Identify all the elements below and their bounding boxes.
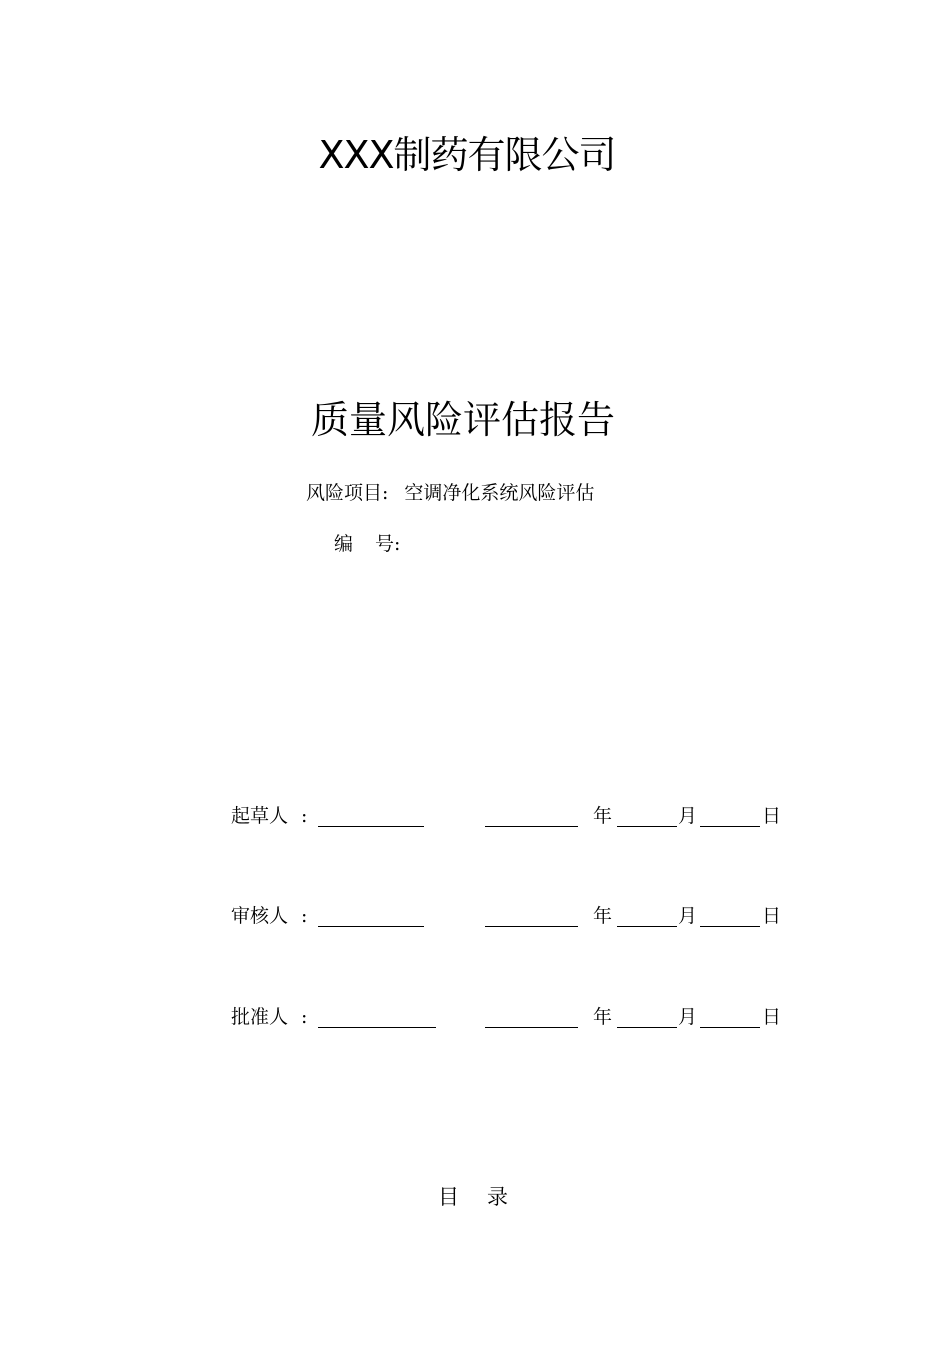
- company-name: XXX制药有限公司: [318, 133, 616, 177]
- toc-heading-right: 录: [487, 1185, 508, 1209]
- date-year-line[interactable]: [485, 1027, 578, 1028]
- date-month-label: 月: [678, 905, 698, 927]
- date-day-label: 日: [762, 905, 782, 927]
- signature-name-line[interactable]: [318, 1027, 436, 1028]
- signature-colon: :: [301, 805, 308, 827]
- date-day-line[interactable]: [700, 926, 760, 927]
- signature-name-line[interactable]: [318, 826, 424, 827]
- risk-item-label: 风险项目:: [306, 482, 389, 504]
- signature-colon: :: [301, 1006, 308, 1028]
- date-month-label: 月: [678, 805, 698, 827]
- signature-role: 起草人: [231, 805, 289, 827]
- report-title: 质量风险评估报告: [310, 398, 615, 442]
- date-day-label: 日: [762, 1006, 782, 1028]
- date-day-line[interactable]: [700, 1027, 760, 1028]
- date-day-label: 日: [762, 805, 782, 827]
- number-label-left: 编: [334, 533, 354, 555]
- date-year-line[interactable]: [485, 826, 578, 827]
- date-year-label: 年: [593, 905, 613, 927]
- signature-row-drafter: [231, 803, 791, 833]
- date-day-line[interactable]: [700, 826, 760, 827]
- date-year-line[interactable]: [485, 926, 578, 927]
- signature-colon: :: [301, 905, 308, 927]
- date-month-line[interactable]: [617, 926, 677, 927]
- signature-name-line[interactable]: [318, 926, 424, 927]
- date-year-label: 年: [593, 805, 613, 827]
- number-row: [334, 531, 400, 557]
- signature-role: 批准人: [231, 1006, 289, 1028]
- date-month-label: 月: [678, 1006, 698, 1028]
- date-year-label: 年: [593, 1006, 613, 1028]
- date-month-line[interactable]: [617, 1027, 677, 1028]
- signature-role: 审核人: [231, 905, 289, 927]
- date-month-line[interactable]: [617, 826, 677, 827]
- risk-item-row: [306, 480, 594, 506]
- signature-row-reviewer: [231, 903, 791, 933]
- number-label-right: 号:: [375, 533, 401, 555]
- toc-heading: [438, 1183, 508, 1211]
- toc-heading-left: 目: [438, 1185, 459, 1209]
- risk-item-value: 空调净化系统风险评估: [404, 482, 595, 504]
- signature-row-approver: [231, 1004, 791, 1034]
